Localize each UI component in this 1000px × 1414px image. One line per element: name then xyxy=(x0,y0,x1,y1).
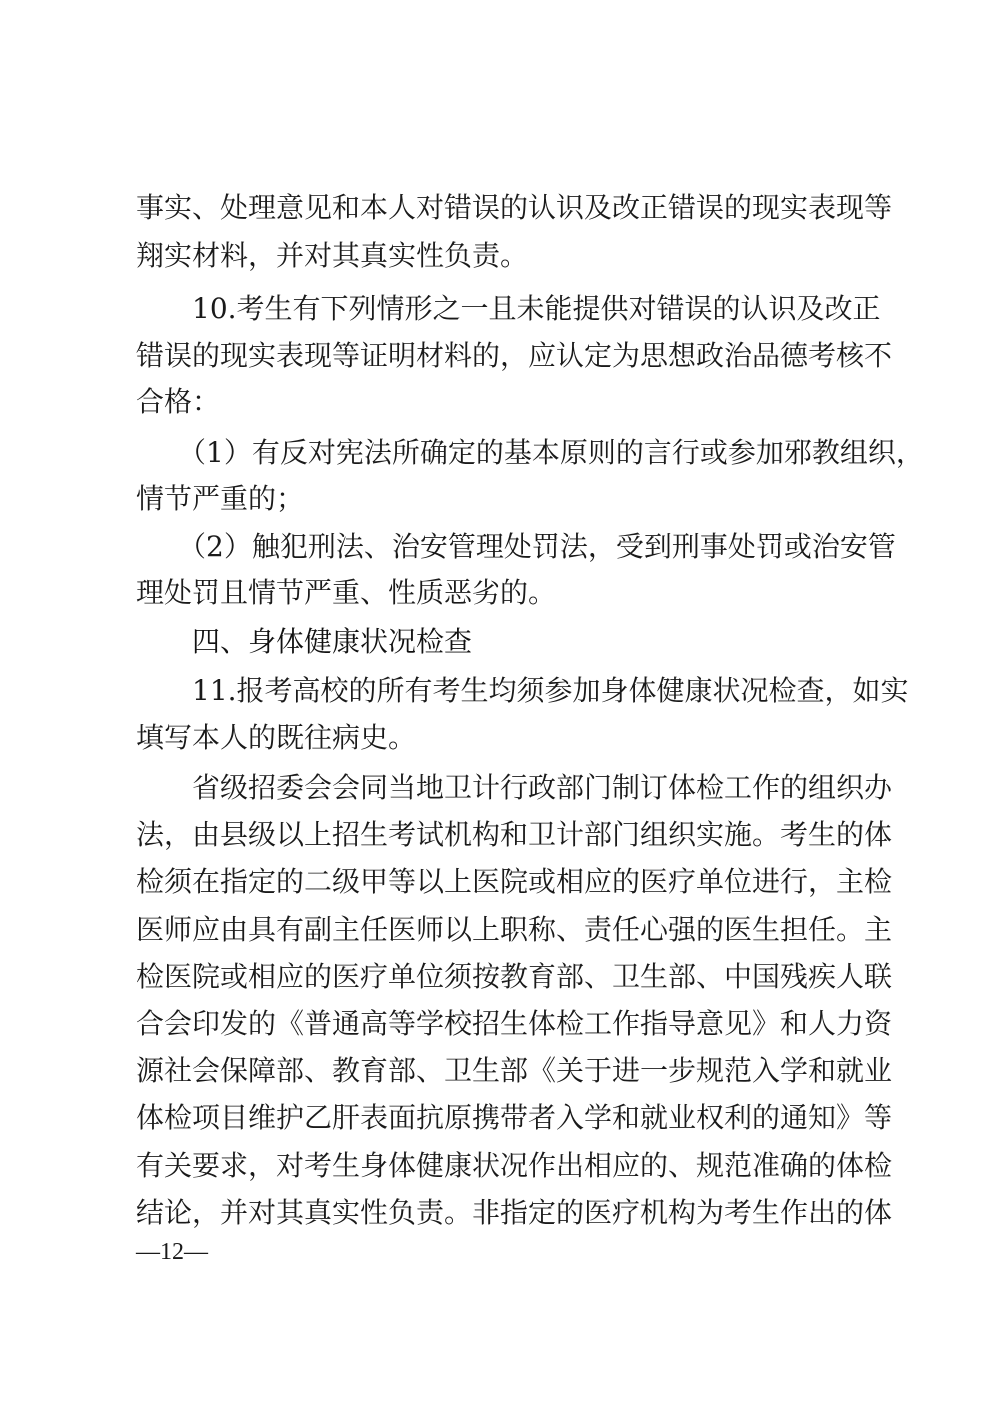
body-line: 检须在指定的二级甲等以上医院或相应的医疗单位进行，主检 xyxy=(136,865,893,898)
page-number: —12— xyxy=(136,1239,208,1265)
body-line: 事实、处理意见和本人对错误的认识及改正错误的现实表现等 xyxy=(136,191,893,224)
body-line: 错误的现实表现等证明材料的，应认定为思想政治品德考核不 xyxy=(136,339,893,372)
body-line: 填写本人的既往病史。 xyxy=(136,721,417,754)
body-line: 合会印发的《普通高等学校招生体检工作指导意见》和人力资 xyxy=(136,1007,893,1040)
body-line: 源社会保障部、教育部、卫生部《关于进一步规范入学和就业 xyxy=(136,1054,893,1087)
body-line: 合格： xyxy=(136,385,221,418)
body-line: 10.考生有下列情形之一且未能提供对错误的认识及改正 xyxy=(192,292,881,325)
body-line: （2）触犯刑法、治安管理处罚法，受到刑事处罚或治安管 xyxy=(178,530,896,563)
body-line: 结论，并对其真实性负责。非指定的医疗机构为考生作出的体 xyxy=(136,1196,893,1229)
body-line: 检医院或相应的医疗单位须按教育部、卫生部、中国残疾人联 xyxy=(136,960,893,993)
body-line: 情节严重的； xyxy=(136,482,305,515)
body-line: 理处罚且情节严重、性质恶劣的。 xyxy=(136,576,557,609)
body-line: 翔实材料，并对其真实性负责。 xyxy=(136,239,529,272)
body-line: 医师应由具有副主任医师以上职称、责任心强的医生担任。主 xyxy=(136,913,893,946)
body-line: （1）有反对宪法所确定的基本原则的言行或参加邪教组织， xyxy=(178,436,924,469)
body-line: 省级招委会会同当地卫计行政部门制订体检工作的组织办 xyxy=(192,771,893,804)
body-line: 11.报考高校的所有考生均须参加身体健康状况检查，如实 xyxy=(192,674,909,707)
body-line: 法，由县级以上招生考试机构和卫计部门组织实施。考生的体 xyxy=(136,818,893,851)
section-heading: 四、身体健康状况检查 xyxy=(192,625,473,658)
body-line: 体检项目维护乙肝表面抗原携带者入学和就业权利的通知》等 xyxy=(136,1101,893,1134)
body-line: 有关要求，对考生身体健康状况作出相应的、规范准确的体检 xyxy=(136,1149,893,1182)
